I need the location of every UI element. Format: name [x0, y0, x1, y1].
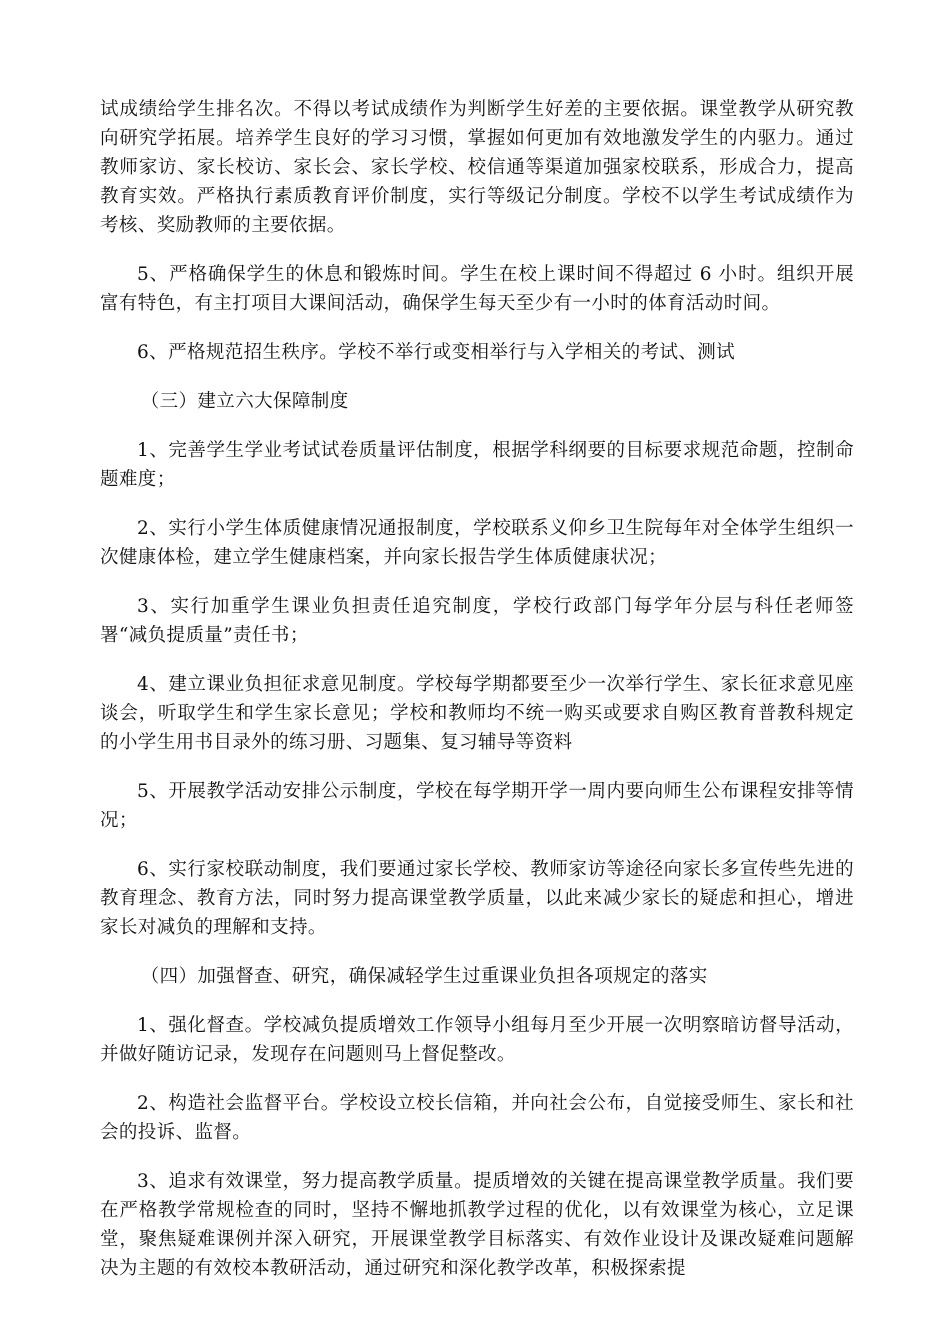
section-heading-3: （三）建立六大保障制度: [140, 391, 349, 412]
paragraph-supervision-1: 1、强化督查。学校减负提质增效工作领导小组每月至少开展一次明察暗访督导活动，并做好随访记录，发现存在问题则马上督促整改。: [100, 1015, 854, 1065]
section-heading-4: （四）加强督查、研究，确保减轻学生过重课业负担各项规定的落实: [140, 966, 708, 987]
paragraph-guarantee-3: 3、实行加重学生课业负担责任追究制度，学校行政部门每学年分层与科任老师签署“减负提质量”责任书；: [100, 596, 854, 646]
paragraph-guarantee-4: 4、建立课业负担征求意见制度。学校每学期都要至少一次举行学生、家长征求意见座谈会，听取学生和学生家长意见；学校和教师均不统一购买或要求自购区教育普教科规定的小学生用书目录外的练习册、习题集、复习辅导等资料: [100, 674, 854, 753]
paragraph-guarantee-1: 1、完善学生学业考试试卷质量评估制度，根据学科纲要的目标要求规范命题，控制命题难度；: [100, 440, 854, 490]
paragraph-supervision-3: 3、追求有效课堂，努力提高教学质量。提质增效的关键在提高课堂教学质量。我们要在严格教学常规检查的同时，坚持不懈地抓教学过程的优化，以有效课堂为核心，立足课堂，聚焦疑难课例并深入研究，开展课堂教学目标落实、有效作业设计及课改疑难问题解决为主题的有效校本教研活动，通过研究和深化教学改革，积极探索提: [100, 1171, 854, 1279]
paragraph-guarantee-2: 2、实行小学生体质健康情况通报制度，学校联系义仰乡卫生院每年对全体学生组织一次健康体检，建立学生健康档案，并向家长报告学生体质健康状况；: [100, 518, 854, 568]
paragraph-supervision-2: 2、构造社会监督平台。学校设立校长信箱，并向社会公布，自觉接受师生、家长和社会的投诉、监督。: [100, 1093, 854, 1143]
paragraph-guarantee-5: 5、开展教学活动安排公示制度，学校在每学期开学一周内要向师生公布课程安排等情况；: [100, 781, 854, 831]
paragraph-guarantee-6: 6、实行家校联动制度，我们要通过家长学校、教师家访等途径向家长多宣传些先进的教育理念、教育方法，同时努力提高课堂教学质量，以此来减少家长的疑虑和担心，增进家长对减负的理解和支持。: [100, 859, 854, 938]
paragraph-continuation: 试成绩给学生排名次。不得以考试成绩作为判断学生好差的主要依据。课堂教学从研究教向研究学拓展。培养学生良好的学习习惯，掌握如何更加有效地激发学生的内驱力。通过教师家访、家长校访、家长会、家长学校、校信通等渠道加强家校联系，形成合力，提高教育实效。严格执行素质教育评价制度，实行等级记分制度。学校不以学生考试成绩作为考核、奖励教师的主要依据。: [100, 99, 854, 236]
paragraph-item-6-enrollment: 6、严格规范招生秩序。学校不举行或变相举行与入学相关的考试、测试: [137, 342, 736, 363]
paragraph-item-5-rest-exercise: 5、严格确保学生的休息和锻炼时间。学生在校上课时间不得超过 6 小时。组织开展富有特色，有主打项目大课间活动，确保学生每天至少有一小时的体育活动时间。: [100, 264, 854, 314]
